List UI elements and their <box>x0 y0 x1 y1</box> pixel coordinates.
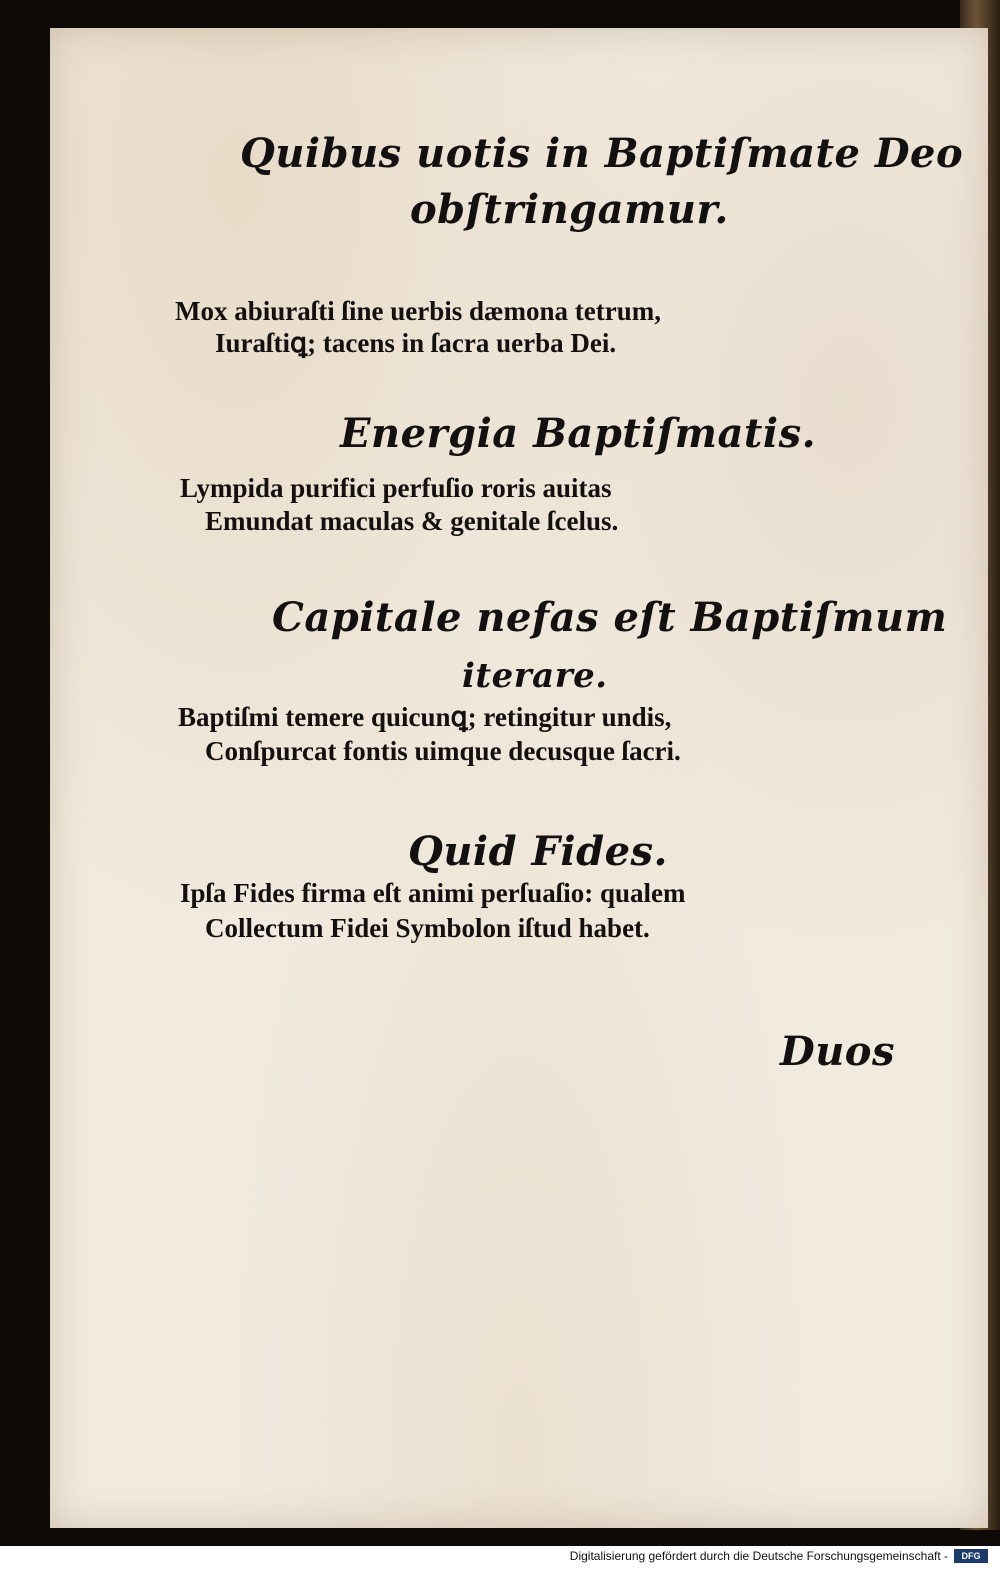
verse-line: Conſpurcat fontis uimque decusque ſacri. <box>205 736 681 766</box>
digitization-footer <box>0 1546 1000 1585</box>
verse-line: Collectum Fidei Symbolon iſtud habet. <box>205 913 650 943</box>
verse-line: Emundat maculas & genitale ſcelus. <box>205 506 619 536</box>
section-heading: Energia Baptiſmatis. <box>340 410 817 457</box>
dfg-logo: DFG <box>954 1549 988 1563</box>
verse-line: Baptiſmi temere quicunꝗ; retingitur undis, <box>178 702 672 732</box>
section-heading: Capitale nefas eſt Baptiſmum <box>272 594 948 641</box>
verse-line: Lympida purifici perfuſio roris auitas <box>180 473 612 503</box>
footer-credit: Digitalisierung gefördert durch die Deutsche Forschungsgemeinschaft - <box>569 1549 948 1563</box>
verse-line: Mox abiuraſti ſine uerbis dæmona tetrum, <box>175 296 661 326</box>
catchword: Duos <box>780 1028 895 1075</box>
verse-line: Ipſa Fides firma eſt animi perſuaſio: qualem <box>180 878 686 908</box>
verse-line: Iuraſtiꝗ; tacens in ſacra uerba Dei. <box>215 328 617 358</box>
section-heading: Quid Fides. <box>408 828 668 875</box>
section-heading: obſtringamur. <box>410 186 729 233</box>
section-heading: Quibus uotis in Baptiſmate Deo <box>240 130 964 177</box>
book-page <box>50 28 988 1528</box>
section-heading: iterare. <box>462 656 608 696</box>
